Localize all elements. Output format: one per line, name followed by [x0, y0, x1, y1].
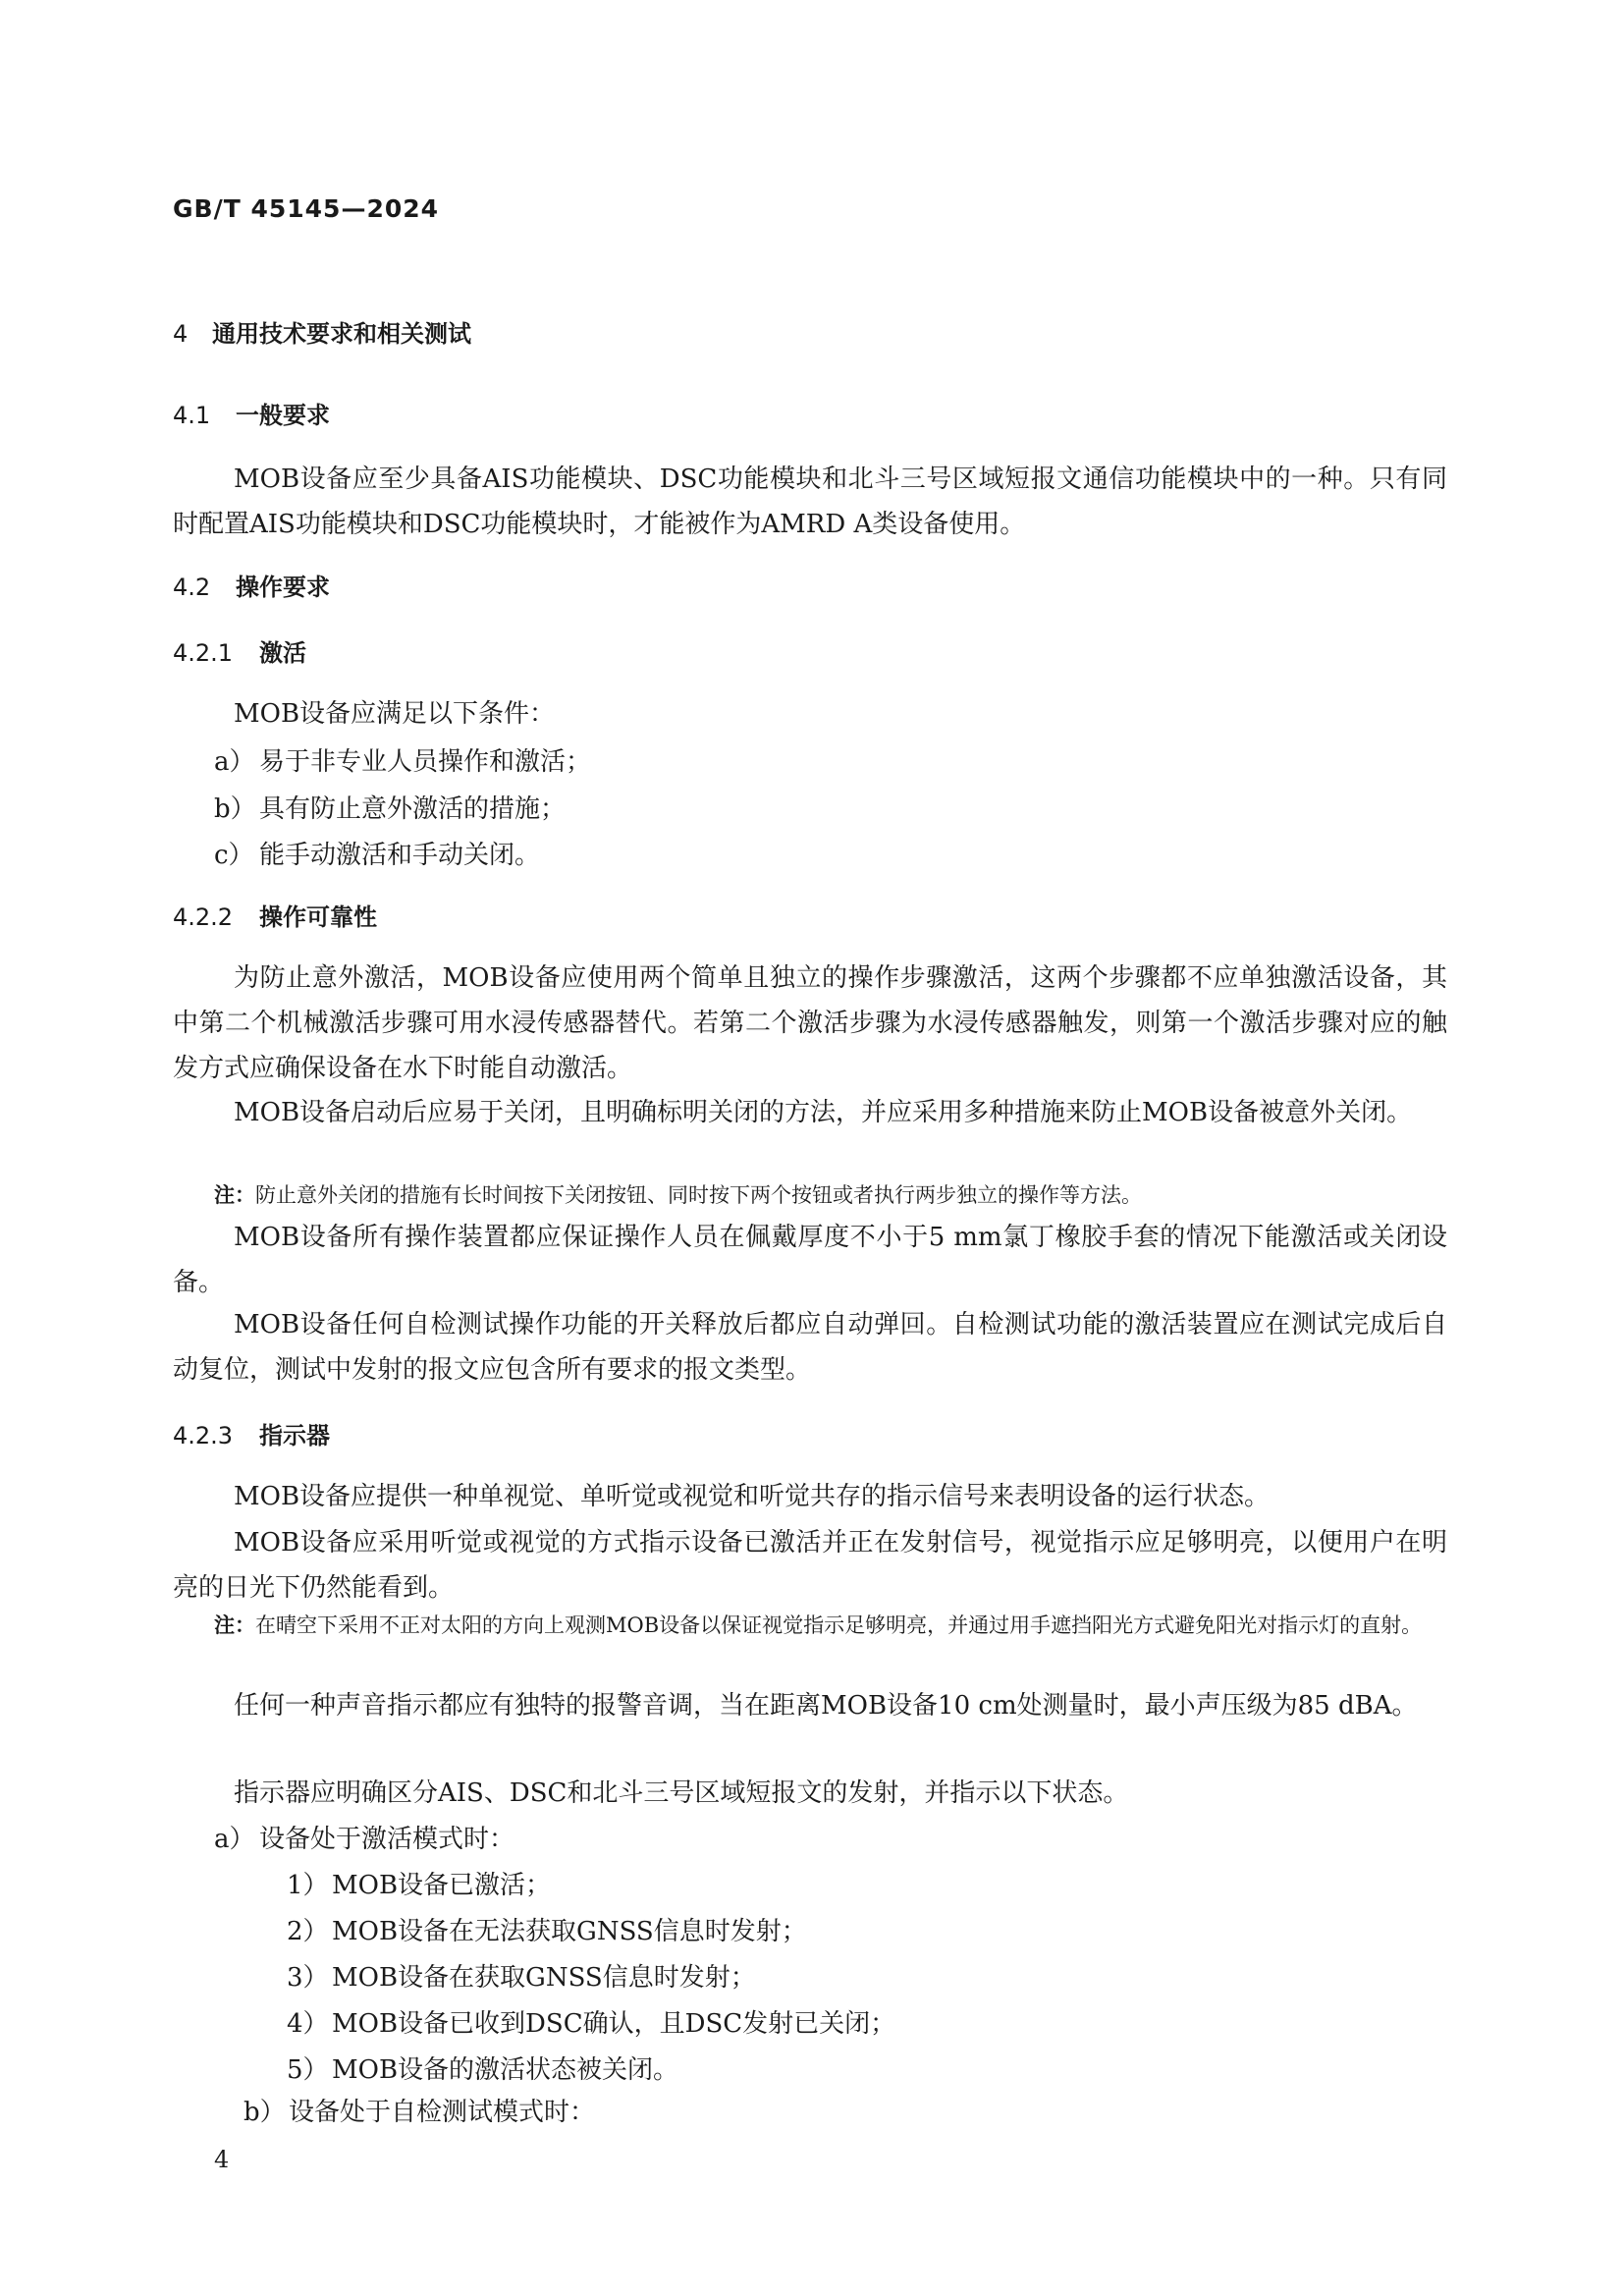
list-text: MOB设备已激活； [332, 1871, 552, 1900]
heading-4-2-3 [173, 1416, 330, 1450]
paragraph-indicator-3: 任何一种声音指示都应有独特的报警音调，当在距离MOB设备10 cm处测量时，最小声压级为85 dBA。 [234, 1691, 1418, 1721]
list-marker: 4） [287, 2009, 329, 2039]
list-marker: b） [243, 2098, 286, 2127]
note-text: 防止意外关闭的措施有长时间按下关闭按钮、同时按下两个按钮或者执行两步独立的操作等方法。 [255, 1183, 1142, 1207]
list-text: 设备处于自检测试模式时： [289, 2098, 596, 2127]
heading-title: 激活 [259, 639, 306, 667]
list-marker: 1） [287, 1871, 329, 1900]
heading-number: 4.1 [173, 402, 211, 429]
list-text: MOB设备已收到DSC确认，且DSC发射已关闭； [332, 2009, 896, 2039]
sub-list-item [287, 2003, 895, 2040]
list-item [214, 789, 566, 825]
heading-number: 4.2.3 [173, 1422, 234, 1449]
list-item [214, 835, 540, 871]
list-marker: 3） [287, 1963, 329, 1993]
list-marker: 5） [287, 2055, 329, 2085]
note-1 [214, 1175, 1447, 1215]
heading-number: 4.2.1 [173, 639, 234, 667]
list-text: 具有防止意外激活的措施； [259, 794, 567, 824]
paragraph-operation-reliability-2: MOB设备启动后应易于关闭，且明确标明关闭的方法，并应采用多种措施来防止MOB设备被意外关闭。 [234, 1098, 1413, 1127]
paragraph-operation-reliability-4: MOB设备任何自检测试操作功能的开关释放后都应自动弹回。自检测试功能的激活装置应在测试完成后自动复位，测试中发射的报文应包含所有要求的报文类型。 [173, 1310, 1447, 1385]
list-text: MOB设备在无法获取GNSS信息时发射； [332, 1917, 807, 1946]
sub-list-item [287, 1865, 551, 1901]
heading-title: 指示器 [259, 1422, 330, 1449]
list-item [214, 1819, 514, 1855]
note-label: 注： [214, 1613, 255, 1637]
heading-number: 4.2.2 [173, 903, 234, 931]
paragraph-indicator-2: MOB设备应采用听觉或视觉的方式指示设备已激活并正在发射信号，视觉指示应足够明亮，以便用户在明亮的日光下仍然能看到。 [173, 1528, 1447, 1603]
paragraph-activation-conditions: MOB设备应满足以下条件： [234, 699, 556, 729]
heading-4-2-1 [173, 633, 306, 668]
note-label: 注： [214, 1182, 255, 1207]
heading-4-1 [173, 396, 330, 430]
page-number: 4 [214, 2146, 230, 2173]
list-text: MOB设备的激活状态被关闭。 [332, 2055, 679, 2085]
paragraph-indicator-1: MOB设备应提供一种单视觉、单听觉或视觉和听觉共存的指示信号来表明设备的运行状态。 [234, 1482, 1271, 1511]
list-item [243, 2092, 595, 2128]
heading-title: 一般要求 [236, 402, 330, 429]
heading-4-2 [173, 568, 330, 602]
sub-list-item [287, 1957, 756, 1994]
list-marker: b） [214, 794, 256, 824]
list-text: 设备处于激活模式时： [259, 1825, 515, 1854]
list-marker: 2） [287, 1917, 329, 1946]
paragraph-operation-reliability-1: 为防止意外激活，MOB设备应使用两个简单且独立的操作步骤激活，这两个步骤都不应单独激活设备，其中第二个机械激活步骤可用水浸传感器替代。若第二个激活步骤为水浸传感器触发，则第一个激活步骤对应的触发方式应确保设备在水下时能自动激活。 [173, 963, 1447, 1083]
heading-number: 4.2 [173, 574, 211, 601]
sub-list-item [287, 2050, 678, 2086]
list-marker: a） [214, 1825, 255, 1854]
paragraph-indicator-4: 指示器应明确区分AIS、DSC和北斗三号区域短报文的发射，并指示以下状态。 [234, 1778, 1129, 1808]
heading-4-2-2 [173, 898, 377, 932]
list-marker: c） [214, 841, 254, 870]
heading-title: 通用技术要求和相关测试 [212, 320, 471, 348]
standard-code: GB/T 45145—2024 [173, 194, 440, 223]
heading-4 [173, 314, 471, 349]
paragraph-general-requirements: MOB设备应至少具备AIS功能模块、DSC功能模块和北斗三号区域短报文通信功能模块中的一种。只有同时配置AIS功能模块和DSC功能模块时，才能被作为AMRD A类设备使用。 [173, 465, 1447, 539]
sub-list-item [287, 1911, 807, 1947]
list-marker: a） [214, 747, 255, 777]
paragraph-operation-reliability-3: MOB设备所有操作装置都应保证操作人员在佩戴厚度不小于5 mm氯丁橡胶手套的情况下能激活或关闭设备。 [173, 1223, 1447, 1297]
heading-title: 操作可靠性 [259, 903, 377, 931]
list-text: MOB设备在获取GNSS信息时发射； [332, 1963, 756, 1993]
list-text: 能手动激活和手动关闭。 [259, 841, 541, 870]
note-2 [214, 1606, 1447, 1645]
heading-title: 操作要求 [236, 574, 330, 601]
note-text: 在晴空下采用不正对太阳的方向上观测MOB设备以保证视觉指示足够明亮，并通过用手遮挡阳光方式避免阳光对指示灯的直射。 [255, 1613, 1423, 1637]
list-text: 易于非专业人员操作和激活； [259, 747, 592, 777]
list-item [214, 741, 591, 778]
heading-number: 4 [173, 320, 189, 348]
